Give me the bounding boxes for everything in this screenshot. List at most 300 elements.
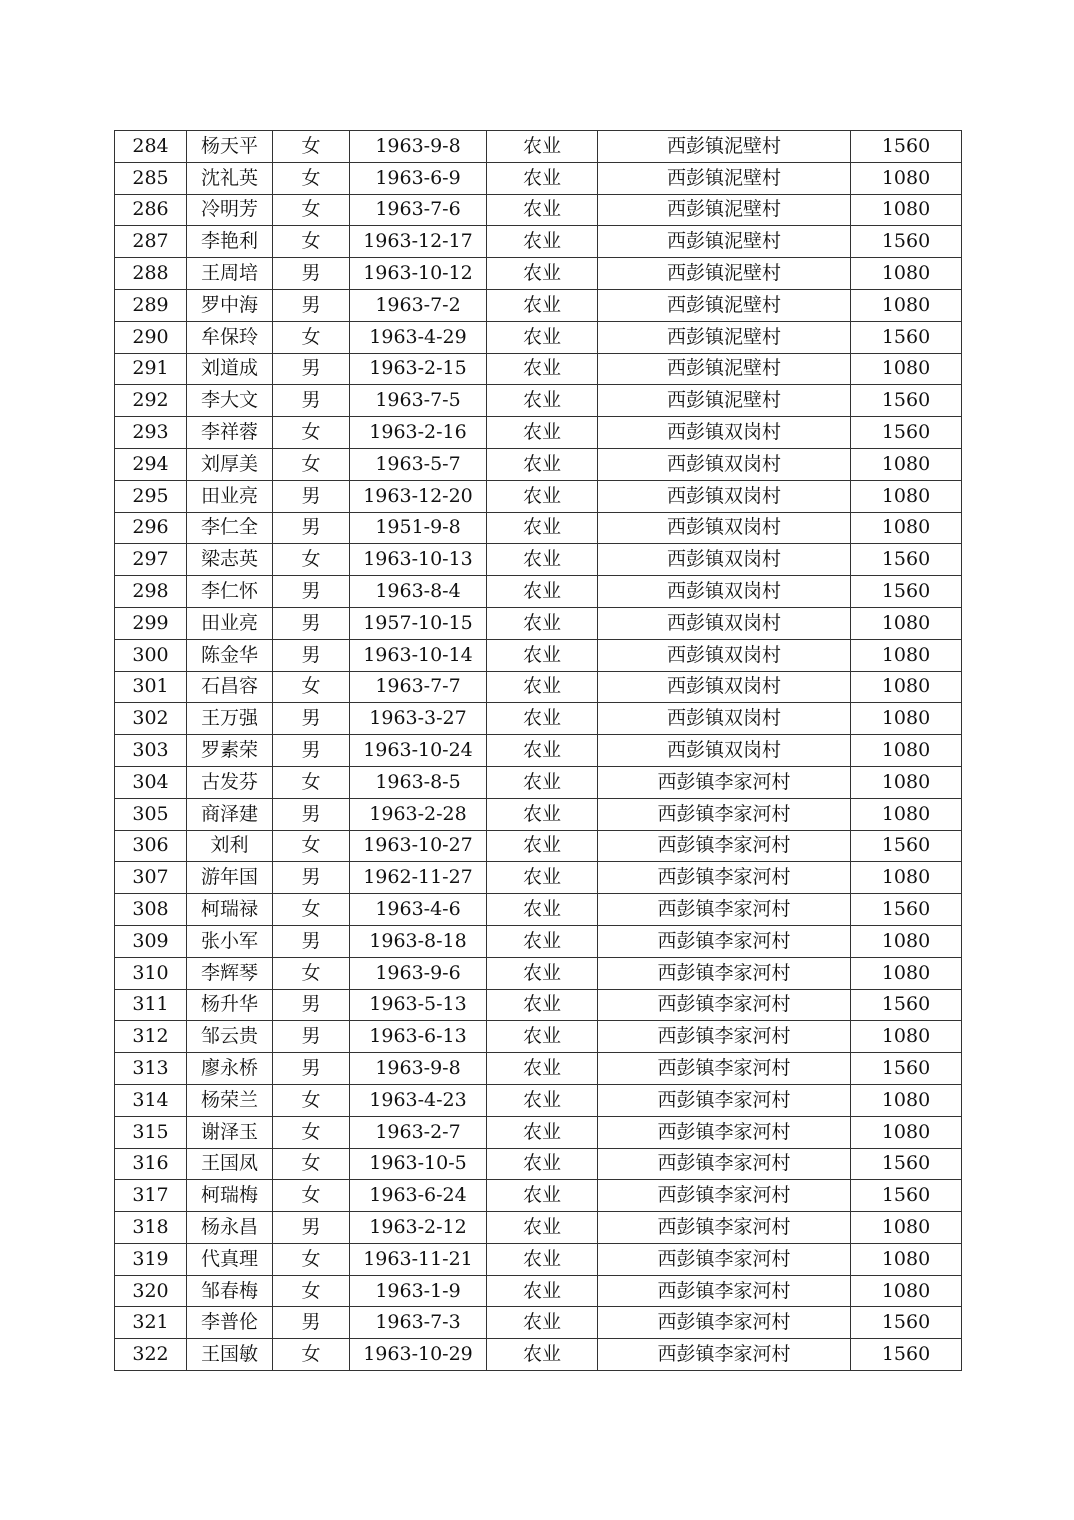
- amount-cell: 1560: [851, 989, 962, 1021]
- occupation-cell: 农业: [487, 989, 598, 1021]
- name-cell: 李普伦: [187, 1307, 273, 1339]
- gender-cell: 女: [273, 162, 350, 194]
- occupation-cell: 农业: [487, 162, 598, 194]
- table-row: [115, 258, 962, 290]
- name-cell: 谢泽玉: [187, 1116, 273, 1148]
- gender-cell: 女: [273, 1339, 350, 1371]
- address-cell: 西彭镇李家河村: [598, 1212, 851, 1244]
- row-number-cell: 298: [115, 576, 187, 608]
- address-cell: 西彭镇李家河村: [598, 1275, 851, 1307]
- name-cell: 代真理: [187, 1243, 273, 1275]
- occupation-cell: 农业: [487, 321, 598, 353]
- birth-date-cell: 1963-11-21: [350, 1243, 487, 1275]
- table-row: [115, 1307, 962, 1339]
- address-cell: 西彭镇李家河村: [598, 1116, 851, 1148]
- amount-cell: 1080: [851, 1116, 962, 1148]
- occupation-cell: 农业: [487, 512, 598, 544]
- row-number-cell: 322: [115, 1339, 187, 1371]
- gender-cell: 男: [273, 989, 350, 1021]
- row-number-cell: 290: [115, 321, 187, 353]
- row-number-cell: 289: [115, 289, 187, 321]
- address-cell: 西彭镇李家河村: [598, 894, 851, 926]
- occupation-cell: 农业: [487, 766, 598, 798]
- row-number-cell: 302: [115, 703, 187, 735]
- amount-cell: 1080: [851, 480, 962, 512]
- row-number-cell: 307: [115, 862, 187, 894]
- address-cell: 西彭镇双岗村: [598, 703, 851, 735]
- gender-cell: 女: [273, 1084, 350, 1116]
- roster-table: [114, 130, 962, 1371]
- table-row: [115, 894, 962, 926]
- address-cell: 西彭镇泥壁村: [598, 226, 851, 258]
- birth-date-cell: 1963-4-29: [350, 321, 487, 353]
- row-number-cell: 284: [115, 131, 187, 163]
- occupation-cell: 农业: [487, 1307, 598, 1339]
- table-row: [115, 544, 962, 576]
- birth-date-cell: 1963-12-20: [350, 480, 487, 512]
- address-cell: 西彭镇双岗村: [598, 512, 851, 544]
- row-number-cell: 303: [115, 735, 187, 767]
- name-cell: 田业亮: [187, 607, 273, 639]
- row-number-cell: 287: [115, 226, 187, 258]
- occupation-cell: 农业: [487, 258, 598, 290]
- birth-date-cell: 1963-7-2: [350, 289, 487, 321]
- gender-cell: 女: [273, 448, 350, 480]
- amount-cell: 1560: [851, 417, 962, 449]
- address-cell: 西彭镇李家河村: [598, 989, 851, 1021]
- address-cell: 西彭镇李家河村: [598, 957, 851, 989]
- address-cell: 西彭镇李家河村: [598, 1084, 851, 1116]
- row-number-cell: 295: [115, 480, 187, 512]
- birth-date-cell: 1963-6-24: [350, 1180, 487, 1212]
- address-cell: 西彭镇李家河村: [598, 925, 851, 957]
- table-row: [115, 1021, 962, 1053]
- table-row: [115, 1339, 962, 1371]
- name-cell: 邹云贵: [187, 1021, 273, 1053]
- table-row: [115, 162, 962, 194]
- birth-date-cell: 1963-10-29: [350, 1339, 487, 1371]
- occupation-cell: 农业: [487, 448, 598, 480]
- occupation-cell: 农业: [487, 131, 598, 163]
- table-row: [115, 830, 962, 862]
- table-row: [115, 1148, 962, 1180]
- name-cell: 罗中海: [187, 289, 273, 321]
- gender-cell: 男: [273, 385, 350, 417]
- address-cell: 西彭镇李家河村: [598, 1243, 851, 1275]
- name-cell: 邹春梅: [187, 1275, 273, 1307]
- name-cell: 李辉琴: [187, 957, 273, 989]
- gender-cell: 女: [273, 957, 350, 989]
- occupation-cell: 农业: [487, 1243, 598, 1275]
- address-cell: 西彭镇李家河村: [598, 1339, 851, 1371]
- amount-cell: 1080: [851, 258, 962, 290]
- table-row: [115, 798, 962, 830]
- amount-cell: 1080: [851, 639, 962, 671]
- gender-cell: 男: [273, 925, 350, 957]
- gender-cell: 女: [273, 894, 350, 926]
- amount-cell: 1560: [851, 1339, 962, 1371]
- name-cell: 王国敏: [187, 1339, 273, 1371]
- amount-cell: 1560: [851, 576, 962, 608]
- birth-date-cell: 1963-3-27: [350, 703, 487, 735]
- amount-cell: 1080: [851, 448, 962, 480]
- table-row: [115, 480, 962, 512]
- table-row: [115, 703, 962, 735]
- address-cell: 西彭镇李家河村: [598, 1307, 851, 1339]
- row-number-cell: 311: [115, 989, 187, 1021]
- occupation-cell: 农业: [487, 1339, 598, 1371]
- amount-cell: 1080: [851, 925, 962, 957]
- gender-cell: 男: [273, 607, 350, 639]
- occupation-cell: 农业: [487, 639, 598, 671]
- gender-cell: 女: [273, 671, 350, 703]
- amount-cell: 1560: [851, 226, 962, 258]
- amount-cell: 1080: [851, 194, 962, 226]
- name-cell: 杨永昌: [187, 1212, 273, 1244]
- table-row: [115, 385, 962, 417]
- birth-date-cell: 1963-10-5: [350, 1148, 487, 1180]
- occupation-cell: 农业: [487, 1275, 598, 1307]
- row-number-cell: 293: [115, 417, 187, 449]
- address-cell: 西彭镇双岗村: [598, 639, 851, 671]
- table-row: [115, 289, 962, 321]
- name-cell: 王万强: [187, 703, 273, 735]
- gender-cell: 男: [273, 639, 350, 671]
- table-row: [115, 448, 962, 480]
- row-number-cell: 305: [115, 798, 187, 830]
- birth-date-cell: 1963-1-9: [350, 1275, 487, 1307]
- name-cell: 刘厚美: [187, 448, 273, 480]
- gender-cell: 女: [273, 830, 350, 862]
- row-number-cell: 285: [115, 162, 187, 194]
- row-number-cell: 294: [115, 448, 187, 480]
- amount-cell: 1080: [851, 798, 962, 830]
- address-cell: 西彭镇双岗村: [598, 544, 851, 576]
- amount-cell: 1560: [851, 385, 962, 417]
- row-number-cell: 304: [115, 766, 187, 798]
- amount-cell: 1080: [851, 1212, 962, 1244]
- name-cell: 王国凤: [187, 1148, 273, 1180]
- row-number-cell: 314: [115, 1084, 187, 1116]
- birth-date-cell: 1963-7-5: [350, 385, 487, 417]
- address-cell: 西彭镇李家河村: [598, 766, 851, 798]
- name-cell: 杨升华: [187, 989, 273, 1021]
- table-row: [115, 1084, 962, 1116]
- birth-date-cell: 1963-8-18: [350, 925, 487, 957]
- occupation-cell: 农业: [487, 353, 598, 385]
- birth-date-cell: 1963-7-3: [350, 1307, 487, 1339]
- row-number-cell: 301: [115, 671, 187, 703]
- address-cell: 西彭镇李家河村: [598, 1021, 851, 1053]
- gender-cell: 女: [273, 417, 350, 449]
- gender-cell: 男: [273, 1307, 350, 1339]
- amount-cell: 1080: [851, 353, 962, 385]
- gender-cell: 男: [273, 1212, 350, 1244]
- occupation-cell: 农业: [487, 1053, 598, 1085]
- row-number-cell: 312: [115, 1021, 187, 1053]
- row-number-cell: 308: [115, 894, 187, 926]
- row-number-cell: 292: [115, 385, 187, 417]
- amount-cell: 1560: [851, 894, 962, 926]
- amount-cell: 1560: [851, 544, 962, 576]
- address-cell: 西彭镇李家河村: [598, 830, 851, 862]
- birth-date-cell: 1963-12-17: [350, 226, 487, 258]
- address-cell: 西彭镇双岗村: [598, 448, 851, 480]
- birth-date-cell: 1963-2-12: [350, 1212, 487, 1244]
- address-cell: 西彭镇泥壁村: [598, 321, 851, 353]
- gender-cell: 女: [273, 226, 350, 258]
- occupation-cell: 农业: [487, 894, 598, 926]
- birth-date-cell: 1962-11-27: [350, 862, 487, 894]
- amount-cell: 1080: [851, 703, 962, 735]
- gender-cell: 女: [273, 1275, 350, 1307]
- address-cell: 西彭镇双岗村: [598, 417, 851, 449]
- amount-cell: 1080: [851, 1275, 962, 1307]
- address-cell: 西彭镇李家河村: [598, 1148, 851, 1180]
- occupation-cell: 农业: [487, 862, 598, 894]
- amount-cell: 1080: [851, 1021, 962, 1053]
- name-cell: 柯瑞禄: [187, 894, 273, 926]
- gender-cell: 男: [273, 258, 350, 290]
- row-number-cell: 320: [115, 1275, 187, 1307]
- occupation-cell: 农业: [487, 830, 598, 862]
- amount-cell: 1560: [851, 321, 962, 353]
- gender-cell: 男: [273, 798, 350, 830]
- gender-cell: 女: [273, 321, 350, 353]
- birth-date-cell: 1963-10-12: [350, 258, 487, 290]
- name-cell: 商泽建: [187, 798, 273, 830]
- roster-table-body: [115, 131, 962, 1371]
- name-cell: 李仁怀: [187, 576, 273, 608]
- row-number-cell: 297: [115, 544, 187, 576]
- gender-cell: 男: [273, 862, 350, 894]
- occupation-cell: 农业: [487, 226, 598, 258]
- name-cell: 李艳利: [187, 226, 273, 258]
- birth-date-cell: 1963-2-16: [350, 417, 487, 449]
- occupation-cell: 农业: [487, 576, 598, 608]
- table-row: [115, 321, 962, 353]
- address-cell: 西彭镇泥壁村: [598, 353, 851, 385]
- table-row: [115, 1116, 962, 1148]
- table-row: [115, 1212, 962, 1244]
- name-cell: 石昌容: [187, 671, 273, 703]
- gender-cell: 男: [273, 735, 350, 767]
- birth-date-cell: 1963-9-8: [350, 1053, 487, 1085]
- address-cell: 西彭镇泥壁村: [598, 162, 851, 194]
- name-cell: 杨天平: [187, 131, 273, 163]
- gender-cell: 女: [273, 131, 350, 163]
- table-row: [115, 925, 962, 957]
- row-number-cell: 317: [115, 1180, 187, 1212]
- table-row: [115, 671, 962, 703]
- amount-cell: 1080: [851, 1243, 962, 1275]
- table-row: [115, 766, 962, 798]
- occupation-cell: 农业: [487, 735, 598, 767]
- table-row: [115, 131, 962, 163]
- birth-date-cell: 1963-6-9: [350, 162, 487, 194]
- table-row: [115, 639, 962, 671]
- address-cell: 西彭镇双岗村: [598, 735, 851, 767]
- table-row: [115, 576, 962, 608]
- row-number-cell: 299: [115, 607, 187, 639]
- amount-cell: 1560: [851, 1307, 962, 1339]
- birth-date-cell: 1963-10-27: [350, 830, 487, 862]
- table-row: [115, 1053, 962, 1085]
- occupation-cell: 农业: [487, 671, 598, 703]
- gender-cell: 女: [273, 544, 350, 576]
- address-cell: 西彭镇泥壁村: [598, 289, 851, 321]
- row-number-cell: 310: [115, 957, 187, 989]
- table-row: [115, 989, 962, 1021]
- row-number-cell: 321: [115, 1307, 187, 1339]
- table-row: [115, 957, 962, 989]
- gender-cell: 女: [273, 1243, 350, 1275]
- amount-cell: 1080: [851, 1084, 962, 1116]
- table-row: [115, 1243, 962, 1275]
- row-number-cell: 291: [115, 353, 187, 385]
- row-number-cell: 306: [115, 830, 187, 862]
- name-cell: 田业亮: [187, 480, 273, 512]
- address-cell: 西彭镇李家河村: [598, 1180, 851, 1212]
- table-row: [115, 512, 962, 544]
- row-number-cell: 286: [115, 194, 187, 226]
- birth-date-cell: 1963-9-8: [350, 131, 487, 163]
- gender-cell: 男: [273, 353, 350, 385]
- occupation-cell: 农业: [487, 1116, 598, 1148]
- address-cell: 西彭镇李家河村: [598, 862, 851, 894]
- row-number-cell: 309: [115, 925, 187, 957]
- gender-cell: 男: [273, 289, 350, 321]
- occupation-cell: 农业: [487, 798, 598, 830]
- gender-cell: 女: [273, 194, 350, 226]
- occupation-cell: 农业: [487, 1180, 598, 1212]
- row-number-cell: 288: [115, 258, 187, 290]
- amount-cell: 1080: [851, 162, 962, 194]
- gender-cell: 男: [273, 1021, 350, 1053]
- gender-cell: 男: [273, 1053, 350, 1085]
- name-cell: 沈礼英: [187, 162, 273, 194]
- amount-cell: 1560: [851, 1180, 962, 1212]
- amount-cell: 1080: [851, 512, 962, 544]
- gender-cell: 女: [273, 766, 350, 798]
- amount-cell: 1080: [851, 289, 962, 321]
- row-number-cell: 296: [115, 512, 187, 544]
- birth-date-cell: 1963-10-24: [350, 735, 487, 767]
- address-cell: 西彭镇泥壁村: [598, 194, 851, 226]
- occupation-cell: 农业: [487, 1021, 598, 1053]
- occupation-cell: 农业: [487, 544, 598, 576]
- occupation-cell: 农业: [487, 480, 598, 512]
- birth-date-cell: 1963-8-4: [350, 576, 487, 608]
- name-cell: 刘道成: [187, 353, 273, 385]
- amount-cell: 1080: [851, 766, 962, 798]
- address-cell: 西彭镇双岗村: [598, 576, 851, 608]
- name-cell: 罗素荣: [187, 735, 273, 767]
- birth-date-cell: 1963-10-14: [350, 639, 487, 671]
- birth-date-cell: 1963-7-6: [350, 194, 487, 226]
- amount-cell: 1560: [851, 830, 962, 862]
- birth-date-cell: 1963-10-13: [350, 544, 487, 576]
- name-cell: 李大文: [187, 385, 273, 417]
- name-cell: 陈金华: [187, 639, 273, 671]
- birth-date-cell: 1963-4-23: [350, 1084, 487, 1116]
- gender-cell: 男: [273, 512, 350, 544]
- name-cell: 冷明芳: [187, 194, 273, 226]
- occupation-cell: 农业: [487, 607, 598, 639]
- row-number-cell: 316: [115, 1148, 187, 1180]
- name-cell: 张小军: [187, 925, 273, 957]
- occupation-cell: 农业: [487, 385, 598, 417]
- amount-cell: 1080: [851, 735, 962, 767]
- amount-cell: 1560: [851, 1053, 962, 1085]
- gender-cell: 女: [273, 1116, 350, 1148]
- occupation-cell: 农业: [487, 289, 598, 321]
- amount-cell: 1080: [851, 957, 962, 989]
- table-row: [115, 417, 962, 449]
- occupation-cell: 农业: [487, 1084, 598, 1116]
- address-cell: 西彭镇泥壁村: [598, 131, 851, 163]
- address-cell: 西彭镇李家河村: [598, 1053, 851, 1085]
- table-row: [115, 607, 962, 639]
- occupation-cell: 农业: [487, 957, 598, 989]
- table-row: [115, 862, 962, 894]
- row-number-cell: 300: [115, 639, 187, 671]
- occupation-cell: 农业: [487, 925, 598, 957]
- name-cell: 王周培: [187, 258, 273, 290]
- amount-cell: 1080: [851, 607, 962, 639]
- name-cell: 柯瑞梅: [187, 1180, 273, 1212]
- name-cell: 廖永桥: [187, 1053, 273, 1085]
- address-cell: 西彭镇双岗村: [598, 671, 851, 703]
- row-number-cell: 315: [115, 1116, 187, 1148]
- row-number-cell: 318: [115, 1212, 187, 1244]
- amount-cell: 1080: [851, 862, 962, 894]
- birth-date-cell: 1963-5-7: [350, 448, 487, 480]
- table-row: [115, 1180, 962, 1212]
- address-cell: 西彭镇李家河村: [598, 798, 851, 830]
- occupation-cell: 农业: [487, 417, 598, 449]
- amount-cell: 1560: [851, 1148, 962, 1180]
- row-number-cell: 319: [115, 1243, 187, 1275]
- address-cell: 西彭镇双岗村: [598, 480, 851, 512]
- name-cell: 李祥蓉: [187, 417, 273, 449]
- birth-date-cell: 1957-10-15: [350, 607, 487, 639]
- name-cell: 古发芬: [187, 766, 273, 798]
- address-cell: 西彭镇泥壁村: [598, 258, 851, 290]
- gender-cell: 男: [273, 703, 350, 735]
- birth-date-cell: 1963-8-5: [350, 766, 487, 798]
- occupation-cell: 农业: [487, 703, 598, 735]
- occupation-cell: 农业: [487, 1148, 598, 1180]
- gender-cell: 女: [273, 1148, 350, 1180]
- birth-date-cell: 1963-9-6: [350, 957, 487, 989]
- name-cell: 刘利: [187, 830, 273, 862]
- occupation-cell: 农业: [487, 1212, 598, 1244]
- table-row: [115, 735, 962, 767]
- birth-date-cell: 1963-2-28: [350, 798, 487, 830]
- birth-date-cell: 1963-4-6: [350, 894, 487, 926]
- name-cell: 李仁全: [187, 512, 273, 544]
- name-cell: 杨荣兰: [187, 1084, 273, 1116]
- name-cell: 游年国: [187, 862, 273, 894]
- occupation-cell: 农业: [487, 194, 598, 226]
- amount-cell: 1080: [851, 671, 962, 703]
- table-row: [115, 194, 962, 226]
- row-number-cell: 313: [115, 1053, 187, 1085]
- birth-date-cell: 1963-6-13: [350, 1021, 487, 1053]
- birth-date-cell: 1951-9-8: [350, 512, 487, 544]
- name-cell: 牟保玲: [187, 321, 273, 353]
